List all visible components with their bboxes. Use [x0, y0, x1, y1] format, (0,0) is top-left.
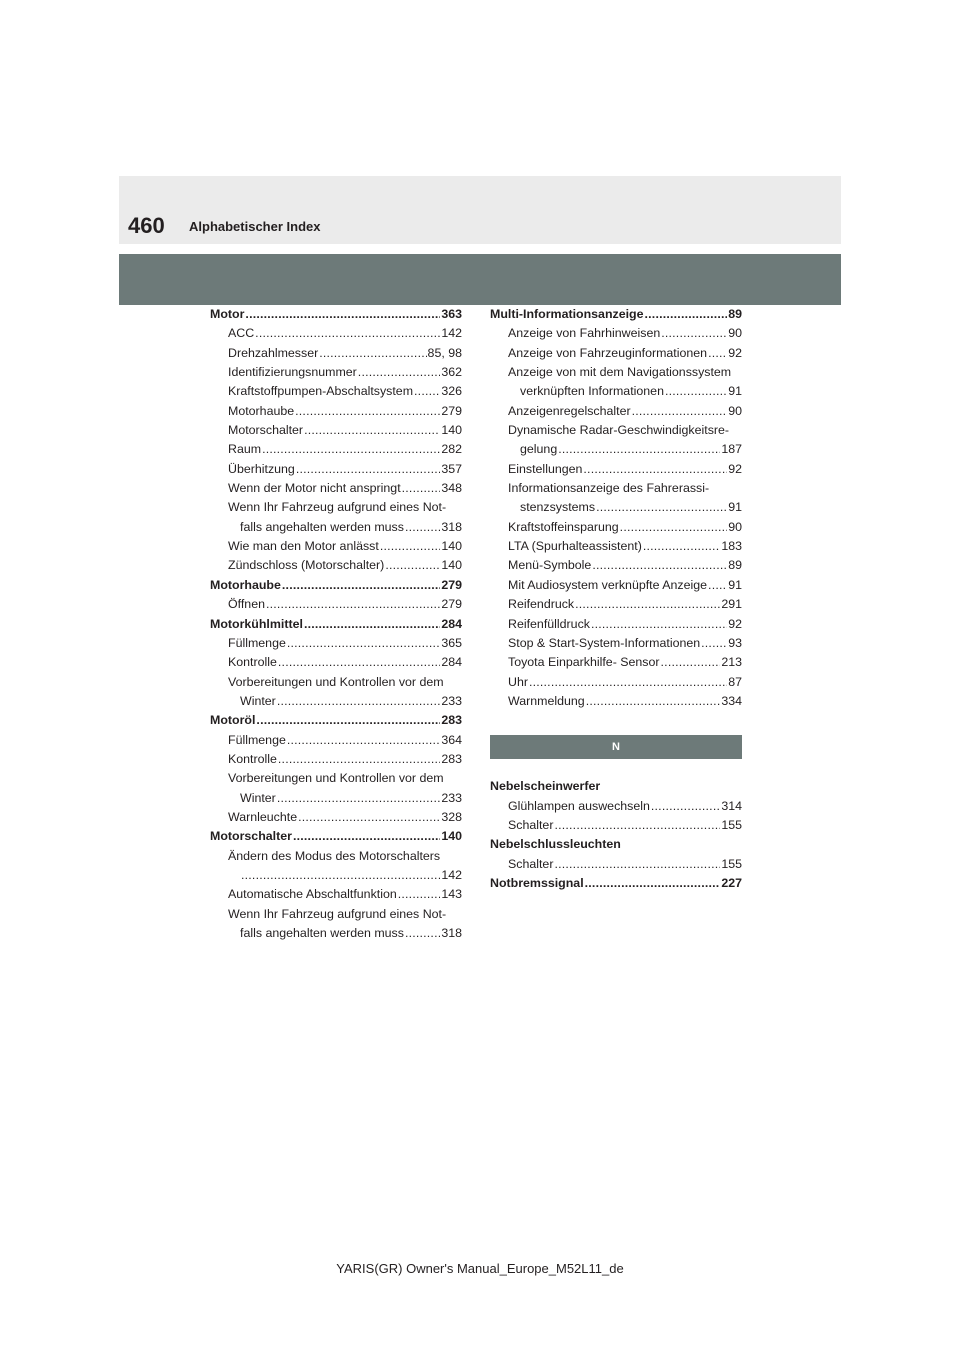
dot-leader: [405, 924, 440, 943]
dot-leader: [262, 440, 440, 459]
entry-page-number: 143: [441, 887, 462, 902]
entry-label: Schalter: [508, 817, 554, 832]
dot-leader: [643, 537, 720, 556]
entry-page-number: 183: [721, 539, 742, 554]
dot-leader: [402, 479, 441, 498]
letter-heading: N: [490, 735, 742, 759]
entry-page-number: 89: [728, 307, 742, 321]
index-subentry[interactable]: [210, 402, 462, 421]
dot-leader: [585, 874, 721, 893]
entry-label: Motorhaube: [210, 577, 281, 592]
index-subentry[interactable]: [490, 498, 742, 517]
index-subentry[interactable]: [210, 808, 462, 827]
entry-page-number: 233: [441, 790, 462, 805]
entry-page-number: 279: [441, 597, 462, 612]
index-subentry[interactable]: [490, 595, 742, 614]
entry-label: Anzeige von Fahrhinweisen: [508, 326, 661, 341]
entry-label: Multi-Informationsanzeige: [490, 307, 644, 321]
index-subentry[interactable]: [210, 556, 462, 575]
entry-page-number: 213: [721, 655, 742, 670]
index-entry[interactable]: [490, 305, 742, 324]
entry-label: Motorkühlmittel: [210, 616, 303, 631]
entry-label: Motorschalter: [210, 829, 292, 844]
dot-leader: [596, 498, 727, 517]
entry-page-number: 348: [441, 481, 462, 496]
index-subentry-text: Dynamische Radar-Geschwindigkeitsre-: [508, 423, 730, 438]
entry-label: falls angehalten werden muss: [240, 519, 404, 534]
entry-page-number: 155: [721, 817, 742, 832]
entry-label: gelung: [520, 442, 558, 457]
index-entry-heading: Nebelschlussleuchten: [490, 837, 621, 852]
index-subentry[interactable]: [490, 797, 742, 816]
entry-page-number: 326: [441, 384, 462, 399]
entry-page-number: 140: [441, 829, 462, 844]
entry-page-number: 283: [441, 751, 462, 766]
entry-page-number: 318: [441, 926, 462, 940]
dot-leader: [293, 827, 440, 846]
dot-leader: [554, 855, 720, 874]
entry-label: Menü-Symbole: [508, 558, 592, 573]
entry-label: Wenn der Motor nicht anspringt: [228, 481, 401, 496]
entry-label: Einstellungen: [508, 461, 583, 476]
index-subentry[interactable]: [210, 885, 462, 904]
entry-page-number: 314: [721, 798, 742, 813]
entry-page-number: 365: [441, 635, 462, 650]
index-subentry[interactable]: [490, 324, 742, 343]
entry-label: Anzeige von Fahrzeuginformationen: [508, 345, 708, 360]
section-banner: [119, 254, 841, 305]
entry-label: Identifizierungsnummer: [228, 365, 357, 380]
entry-label: Winter: [240, 693, 276, 708]
entry-page-number: 363: [441, 307, 462, 321]
index-subentry[interactable]: [490, 518, 742, 537]
entry-label: Mit Audiosystem verknüpfte Anzeige: [508, 577, 708, 592]
entry-label: Glühlampen auswechseln: [508, 798, 650, 813]
dot-leader: [586, 692, 721, 711]
index-subentry-text: Informationsanzeige des Fahrerassi-: [508, 481, 710, 496]
dot-leader: [304, 421, 440, 440]
entry-page-number: 334: [721, 693, 742, 708]
index-subentry[interactable]: [210, 537, 462, 556]
entry-label: Überhitzung: [228, 461, 295, 476]
entry-page-number: 142: [441, 867, 462, 882]
entry-page-number: 92: [728, 345, 742, 360]
index-subentry[interactable]: [210, 750, 462, 769]
index-entry[interactable]: [210, 827, 462, 846]
entry-label: Warnmeldung: [508, 693, 585, 708]
index-subentry[interactable]: [210, 344, 462, 363]
entry-label: Kontrolle: [228, 751, 277, 766]
index-subentry[interactable]: [490, 344, 742, 363]
dot-leader: [620, 518, 728, 537]
index-subentry[interactable]: [210, 460, 462, 479]
index-column-left: [210, 305, 462, 943]
index-subentry[interactable]: [490, 537, 742, 556]
index-subentry[interactable]: [490, 556, 742, 575]
entry-page-number: 279: [441, 403, 462, 418]
entry-label: falls angehalten werden muss: [240, 926, 404, 940]
entry-label: LTA (Spurhalteassistent): [508, 539, 642, 554]
index-subentry[interactable]: [490, 653, 742, 672]
dot-leader: [241, 866, 440, 885]
dot-leader: [398, 885, 441, 904]
index-subentry[interactable]: [490, 382, 742, 401]
dot-leader: [591, 615, 727, 634]
section-title: Alphabetischer Index: [189, 219, 321, 234]
entry-label: Reifenfülldruck: [508, 616, 590, 631]
entry-label: Motor: [210, 307, 245, 321]
dot-leader: [277, 789, 441, 808]
entry-label: Reifendruck: [508, 597, 575, 612]
entry-label: ACC: [228, 326, 255, 341]
entry-page-number: 227: [721, 875, 742, 890]
entry-label: Schalter: [508, 856, 554, 871]
dot-leader: [554, 816, 720, 835]
entry-label: Motorschalter: [228, 423, 304, 438]
dot-leader: [295, 402, 440, 421]
entry-page-number: 357: [441, 461, 462, 476]
entry-page-number: 91: [728, 500, 742, 515]
index-subentry[interactable]: [210, 595, 462, 614]
entry-page-number: 155: [721, 856, 742, 871]
entry-page-number: 291: [721, 597, 742, 612]
index-subentry[interactable]: [490, 634, 742, 653]
index-subentry[interactable]: [490, 673, 742, 692]
entry-page-number: 92: [728, 616, 742, 631]
entry-label: Motoröl: [210, 713, 256, 728]
dot-leader: [708, 344, 727, 363]
entry-page-number: 140: [441, 423, 462, 438]
index-subentry-text: Wenn Ihr Fahrzeug aufgrund eines Not-: [228, 906, 447, 921]
dot-leader: [632, 402, 728, 421]
dot-leader: [245, 305, 440, 324]
dot-leader: [298, 808, 440, 827]
entry-page-number: 282: [441, 442, 462, 457]
entry-label: Winter: [240, 790, 276, 805]
dot-leader: [255, 324, 440, 343]
index-subentry[interactable]: [210, 789, 462, 808]
entry-page-number: 91: [728, 384, 742, 399]
dot-leader: [277, 692, 441, 711]
index-subentry[interactable]: [490, 402, 742, 421]
dot-leader: [296, 460, 441, 479]
dot-leader: [358, 363, 441, 382]
dot-leader: [592, 556, 727, 575]
dot-leader: [385, 556, 440, 575]
dot-leader: [278, 750, 440, 769]
index-subentry[interactable]: [210, 421, 462, 440]
entry-page-number: 283: [441, 713, 462, 728]
dot-leader: [304, 615, 440, 634]
entry-page-number: 233: [441, 693, 462, 708]
entry-label: Zündschloss (Motorschalter): [228, 558, 385, 573]
entry-page-number: 85, 98: [427, 345, 462, 360]
index-subentry[interactable]: [490, 440, 742, 459]
entry-page-number: 90: [728, 519, 742, 534]
footer-manual-id: YARIS(GR) Owner's Manual_Europe_M52L11_de: [336, 1261, 624, 1276]
entry-label: Wie man den Motor anlässt: [228, 539, 379, 554]
entry-page-number: 89: [728, 558, 742, 573]
index-subentry[interactable]: [490, 855, 742, 874]
dot-leader: [287, 634, 440, 653]
entry-page-number: 91: [728, 577, 742, 592]
index-subentry[interactable]: [490, 615, 742, 634]
dot-leader: [701, 634, 727, 653]
page-number: 460: [128, 213, 165, 238]
index-entry-heading: Nebelscheinwerfer: [490, 779, 601, 794]
index-subentry[interactable]: [210, 653, 462, 672]
entry-page-number: 93: [728, 635, 742, 650]
index-subentry[interactable]: [210, 924, 462, 943]
index-subentry[interactable]: [210, 518, 462, 537]
dot-leader: [665, 382, 727, 401]
index-entry[interactable]: [210, 305, 462, 324]
entry-page-number: 90: [728, 326, 742, 341]
index-subentry[interactable]: [210, 363, 462, 382]
dot-leader: [661, 324, 727, 343]
dot-leader: [278, 653, 440, 672]
entry-label: Öffnen: [228, 597, 265, 612]
dot-leader: [266, 595, 440, 614]
dot-leader: [319, 344, 426, 363]
index-subentry[interactable]: [490, 692, 742, 711]
dot-leader: [256, 711, 440, 730]
entry-label: Uhr: [508, 674, 528, 689]
entry-page-number: 279: [441, 577, 462, 592]
index-subentry[interactable]: [490, 460, 742, 479]
entry-page-number: 364: [441, 732, 462, 747]
entry-page-number: 362: [441, 365, 462, 380]
index-subentry[interactable]: [490, 576, 742, 595]
entry-label: Füllmenge: [228, 732, 286, 747]
index-subentry-text: Vorbereitungen und Kontrollen vor dem: [228, 674, 444, 689]
entry-page-number: 142: [441, 326, 462, 341]
entry-label: Raum: [228, 442, 262, 457]
entry-label: Kontrolle: [228, 655, 277, 670]
index-subentry[interactable]: [210, 324, 462, 343]
dot-leader: [529, 673, 727, 692]
dot-leader: [282, 576, 440, 595]
index-subentry[interactable]: [210, 634, 462, 653]
entry-page-number: 284: [441, 655, 462, 670]
entry-page-number: 140: [441, 558, 462, 573]
dot-leader: [708, 576, 727, 595]
index-subentry[interactable]: [210, 692, 462, 711]
entry-label: Motorhaube: [228, 403, 295, 418]
dot-leader: [651, 797, 720, 816]
index-subentry-text: Vorbereitungen und Kontrollen vor dem: [228, 771, 444, 786]
index-subentry-text: Anzeige von mit dem Navigationssystem: [508, 365, 732, 380]
dot-leader: [380, 537, 440, 556]
entry-label: Stop & Start-System-Informationen: [508, 635, 701, 650]
entry-page-number: 140: [441, 539, 462, 554]
index-subentry[interactable]: [210, 382, 462, 401]
entry-page-number: 284: [441, 616, 462, 631]
entry-label: Warnleuchte: [228, 809, 298, 824]
entry-label: Toyota Einparkhilfe- Sensor: [508, 655, 660, 670]
dot-leader: [645, 305, 728, 324]
index-subentry-text: Ändern des Modus des Motorschalters: [228, 848, 441, 863]
index-subentry[interactable]: [210, 440, 462, 459]
dot-leader: [287, 731, 440, 750]
index-column-right: [490, 305, 742, 893]
dot-leader: [575, 595, 720, 614]
index-subentry[interactable]: [210, 866, 462, 885]
entry-page-number: 87: [728, 674, 742, 689]
dot-leader: [405, 518, 440, 537]
dot-leader: [414, 382, 440, 401]
dot-leader: [661, 653, 721, 672]
entry-label: Kraftstoffeinsparung: [508, 519, 619, 534]
entry-label: Anzeigenregelschalter: [508, 403, 631, 418]
entry-label: stenzsystems: [520, 500, 596, 515]
entry-page-number: 90: [728, 403, 742, 418]
entry-label: Notbremssignal: [490, 875, 584, 890]
index-entry[interactable]: [490, 874, 742, 893]
entry-page-number: 318: [441, 519, 462, 534]
entry-page-number: 92: [728, 461, 742, 476]
index-subentry[interactable]: [210, 731, 462, 750]
index-entry[interactable]: [210, 576, 462, 595]
index-entry[interactable]: [210, 711, 462, 730]
entry-label: Füllmenge: [228, 635, 286, 650]
index-subentry[interactable]: [490, 816, 742, 835]
entry-label: Drehzahlmesser: [228, 345, 319, 360]
dot-leader: [583, 460, 727, 479]
index-subentry-text: Wenn Ihr Fahrzeug aufgrund eines Not-: [228, 500, 447, 515]
index-subentry[interactable]: [210, 479, 462, 498]
entry-label: verknüpften Informationen: [520, 384, 664, 399]
dot-leader: [558, 440, 720, 459]
index-entry[interactable]: [210, 615, 462, 634]
entry-label: Kraftstoffpumpen-Abschaltsystem: [228, 384, 414, 399]
entry-label: Automatische Abschaltfunktion: [228, 887, 397, 902]
entry-page-number: 187: [721, 442, 742, 457]
entry-page-number: 328: [441, 809, 462, 824]
